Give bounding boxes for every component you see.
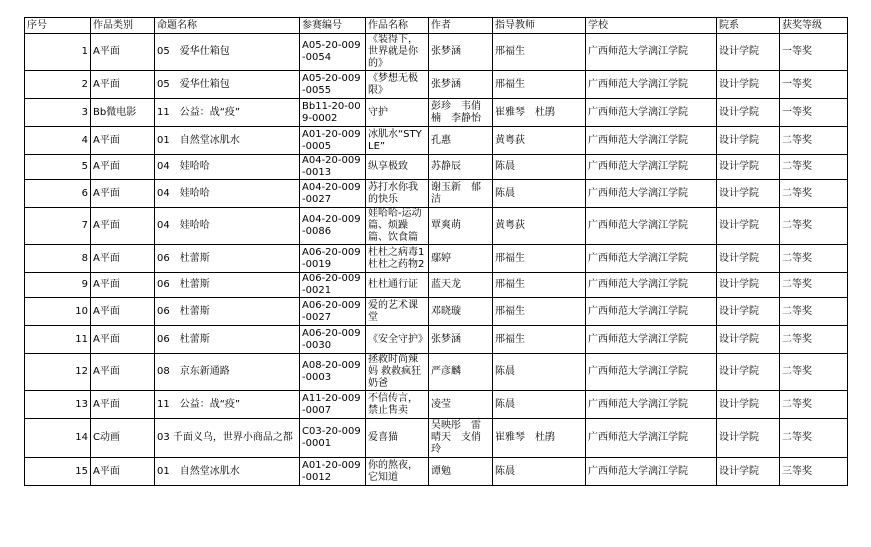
cell-dept: 设计学院 <box>717 298 780 326</box>
cell-author: 邓晓璇 <box>429 298 493 326</box>
cell-dept: 设计学院 <box>717 273 780 298</box>
cell-category: A平面 <box>91 326 155 354</box>
cell-teacher: 黄粤荻 <box>493 208 586 245</box>
cell-category: A平面 <box>91 208 155 245</box>
cell-teacher: 陈晨 <box>493 458 586 486</box>
cell-dept: 设计学院 <box>717 155 780 180</box>
cell-work: 守护 <box>366 99 429 127</box>
cell-school: 广西师范大学漓江学院 <box>586 458 717 486</box>
cell-award: 二等奖 <box>780 208 848 245</box>
cell-topic: 06 杜蕾斯 <box>155 326 300 354</box>
cell-category: A平面 <box>91 155 155 180</box>
cell-school: 广西师范大学漓江学院 <box>586 419 717 458</box>
cell-no: 12 <box>25 354 91 391</box>
cell-school: 广西师范大学漓江学院 <box>586 99 717 127</box>
cell-dept: 设计学院 <box>717 208 780 245</box>
cell-award: 一等奖 <box>780 71 848 99</box>
cell-author: 凌莹 <box>429 391 493 419</box>
cell-no: 15 <box>25 458 91 486</box>
cell-work: 冰肌水“STYLE” <box>366 127 429 155</box>
cell-school: 广西师范大学漓江学院 <box>586 180 717 208</box>
cell-code: A06-20-009-0030 <box>300 326 366 354</box>
cell-teacher: 邢福生 <box>493 298 586 326</box>
cell-code: A04-20-009-0013 <box>300 155 366 180</box>
cell-award: 三等奖 <box>780 458 848 486</box>
cell-teacher: 邢福生 <box>493 326 586 354</box>
cell-school: 广西师范大学漓江学院 <box>586 298 717 326</box>
header-award: 获奖等级 <box>780 18 848 34</box>
cell-topic: 11 公益：战“疫” <box>155 99 300 127</box>
cell-no: 5 <box>25 155 91 180</box>
table-row <box>25 71 848 99</box>
cell-dept: 设计学院 <box>717 71 780 99</box>
cell-work: 不信传言，禁止售卖 <box>366 391 429 419</box>
table-row <box>25 273 848 298</box>
cell-no: 4 <box>25 127 91 155</box>
cell-award: 二等奖 <box>780 155 848 180</box>
table-row <box>25 99 848 127</box>
cell-category: A平面 <box>91 391 155 419</box>
cell-topic: 04 娃哈哈 <box>155 208 300 245</box>
table-row <box>25 155 848 180</box>
cell-category: A平面 <box>91 180 155 208</box>
cell-category: A平面 <box>91 245 155 273</box>
header-category: 作品类别 <box>91 18 155 34</box>
cell-work: 爱的艺术课堂 <box>366 298 429 326</box>
cell-category: C动画 <box>91 419 155 458</box>
cell-teacher: 邢福生 <box>493 245 586 273</box>
cell-school: 广西师范大学漓江学院 <box>586 155 717 180</box>
cell-code: Bb11-20-009-0002 <box>300 99 366 127</box>
cell-code: A05-20-009-0055 <box>300 71 366 99</box>
cell-code: A11-20-009-0007 <box>300 391 366 419</box>
cell-category: A平面 <box>91 273 155 298</box>
cell-work: 《安全守护》 <box>366 326 429 354</box>
cell-author: 严彦麟 <box>429 354 493 391</box>
cell-author: 吴映彤 雷晴天 支俏玲 <box>429 419 493 458</box>
cell-teacher: 黄粤荻 <box>493 127 586 155</box>
cell-author: 张梦涵 <box>429 71 493 99</box>
cell-award: 二等奖 <box>780 391 848 419</box>
cell-topic: 08 京东新通路 <box>155 354 300 391</box>
table-row <box>25 354 848 391</box>
cell-teacher: 陈晨 <box>493 155 586 180</box>
cell-award: 二等奖 <box>780 273 848 298</box>
cell-author: 张梦涵 <box>429 34 493 71</box>
cell-author: 谭勉 <box>429 458 493 486</box>
cell-award: 二等奖 <box>780 419 848 458</box>
cell-work: 爱喜猫 <box>366 419 429 458</box>
cell-code: A05-20-009-0054 <box>300 34 366 71</box>
cell-topic: 06 杜蕾斯 <box>155 298 300 326</box>
cell-no: 7 <box>25 208 91 245</box>
cell-no: 1 <box>25 34 91 71</box>
cell-school: 广西师范大学漓江学院 <box>586 273 717 298</box>
header-teacher: 指导教师 <box>493 18 586 34</box>
cell-no: 13 <box>25 391 91 419</box>
cell-school: 广西师范大学漓江学院 <box>586 326 717 354</box>
cell-category: A平面 <box>91 34 155 71</box>
cell-author: 覃爽萌 <box>429 208 493 245</box>
cell-topic: 06 杜蕾斯 <box>155 245 300 273</box>
cell-award: 二等奖 <box>780 180 848 208</box>
header-topic: 命题名称 <box>155 18 300 34</box>
cell-topic: 01 自然堂冰肌水 <box>155 458 300 486</box>
cell-code: A06-20-009-0027 <box>300 298 366 326</box>
cell-author: 苏静辰 <box>429 155 493 180</box>
cell-author: 蓝天龙 <box>429 273 493 298</box>
header-row <box>25 18 848 34</box>
header-school: 学校 <box>586 18 717 34</box>
cell-topic: 05 爱华仕箱包 <box>155 34 300 71</box>
cell-work: 杜杜通行证 <box>366 273 429 298</box>
cell-school: 广西师范大学漓江学院 <box>586 71 717 99</box>
cell-topic: 11 公益：战“疫” <box>155 391 300 419</box>
cell-dept: 设计学院 <box>717 127 780 155</box>
table-row <box>25 391 848 419</box>
cell-category: A平面 <box>91 458 155 486</box>
table-row <box>25 208 848 245</box>
cell-school: 广西师范大学漓江学院 <box>586 391 717 419</box>
header-code: 参赛编号 <box>300 18 366 34</box>
cell-author: 张梦涵 <box>429 326 493 354</box>
cell-teacher: 陈晨 <box>493 391 586 419</box>
header-work: 作品名称 <box>366 18 429 34</box>
cell-work: 《装得下，世界就是你的》 <box>366 34 429 71</box>
cell-topic: 01 自然堂冰肌水 <box>155 127 300 155</box>
cell-teacher: 邢福生 <box>493 71 586 99</box>
cell-work: 纵享极致 <box>366 155 429 180</box>
table-row <box>25 458 848 486</box>
cell-topic: 05 爱华仕箱包 <box>155 71 300 99</box>
cell-no: 2 <box>25 71 91 99</box>
cell-code: A04-20-009-0086 <box>300 208 366 245</box>
table-row <box>25 326 848 354</box>
cell-dept: 设计学院 <box>717 354 780 391</box>
cell-author: 谢玉新 郁洁 <box>429 180 493 208</box>
cell-no: 11 <box>25 326 91 354</box>
cell-dept: 设计学院 <box>717 245 780 273</box>
cell-code: A06-20-009-0021 <box>300 273 366 298</box>
table-row <box>25 127 848 155</box>
cell-no: 9 <box>25 273 91 298</box>
cell-work: 拯救时尚辣妈 救救疯狂奶爸 <box>366 354 429 391</box>
cell-code: A01-20-009-0005 <box>300 127 366 155</box>
cell-school: 广西师范大学漓江学院 <box>586 354 717 391</box>
cell-work: 苏打水你我的快乐 <box>366 180 429 208</box>
table-row <box>25 419 848 458</box>
header-no: 序号 <box>25 18 91 34</box>
cell-teacher: 崔雅琴 杜鹃 <box>493 419 586 458</box>
cell-school: 广西师范大学漓江学院 <box>586 34 717 71</box>
cell-topic: 03 千面义乌，世界小商品之都 <box>155 419 300 458</box>
cell-dept: 设计学院 <box>717 99 780 127</box>
cell-no: 6 <box>25 180 91 208</box>
cell-school: 广西师范大学漓江学院 <box>586 127 717 155</box>
cell-work: 杜杜之病毒1杜杜之药物2 <box>366 245 429 273</box>
cell-work: 你的熬夜，它知道 <box>366 458 429 486</box>
table-row <box>25 245 848 273</box>
cell-school: 广西师范大学漓江学院 <box>586 245 717 273</box>
cell-author: 彭珍 韦俏楠 李静怡 <box>429 99 493 127</box>
header-dept: 院系 <box>717 18 780 34</box>
cell-teacher: 邢福生 <box>493 34 586 71</box>
cell-category: A平面 <box>91 298 155 326</box>
cell-code: A04-20-009-0027 <box>300 180 366 208</box>
table-row <box>25 34 848 71</box>
cell-work: 《梦想无极限》 <box>366 71 429 99</box>
cell-topic: 06 杜蕾斯 <box>155 273 300 298</box>
cell-award: 二等奖 <box>780 245 848 273</box>
cell-dept: 设计学院 <box>717 34 780 71</box>
cell-topic: 04 娃哈哈 <box>155 155 300 180</box>
cell-award: 二等奖 <box>780 354 848 391</box>
cell-dept: 设计学院 <box>717 391 780 419</box>
cell-category: A平面 <box>91 71 155 99</box>
cell-author: 鄢婷 <box>429 245 493 273</box>
cell-no: 14 <box>25 419 91 458</box>
cell-teacher: 陈晨 <box>493 180 586 208</box>
cell-category: Bb微电影 <box>91 99 155 127</box>
cell-code: A01-20-009-0012 <box>300 458 366 486</box>
cell-no: 10 <box>25 298 91 326</box>
cell-dept: 设计学院 <box>717 419 780 458</box>
cell-teacher: 崔雅琴 杜鹃 <box>493 99 586 127</box>
cell-award: 一等奖 <box>780 99 848 127</box>
cell-category: A平面 <box>91 354 155 391</box>
table-row <box>25 180 848 208</box>
cell-no: 3 <box>25 99 91 127</box>
cell-dept: 设计学院 <box>717 458 780 486</box>
cell-code: C03-20-009-0001 <box>300 419 366 458</box>
awards-table <box>24 17 848 486</box>
cell-category: A平面 <box>91 127 155 155</box>
cell-no: 8 <box>25 245 91 273</box>
cell-school: 广西师范大学漓江学院 <box>586 208 717 245</box>
cell-code: A08-20-009-0003 <box>300 354 366 391</box>
cell-code: A06-20-009-0019 <box>300 245 366 273</box>
cell-award: 二等奖 <box>780 326 848 354</box>
cell-dept: 设计学院 <box>717 180 780 208</box>
cell-author: 孔惠 <box>429 127 493 155</box>
cell-award: 二等奖 <box>780 127 848 155</box>
cell-award: 一等奖 <box>780 34 848 71</box>
cell-teacher: 邢福生 <box>493 273 586 298</box>
cell-work: 娃哈哈-运动篇、烦躁篇、饮食篇 <box>366 208 429 245</box>
cell-teacher: 陈晨 <box>493 354 586 391</box>
cell-topic: 04 娃哈哈 <box>155 180 300 208</box>
table-row <box>25 298 848 326</box>
header-author: 作者 <box>429 18 493 34</box>
cell-dept: 设计学院 <box>717 326 780 354</box>
cell-award: 二等奖 <box>780 298 848 326</box>
